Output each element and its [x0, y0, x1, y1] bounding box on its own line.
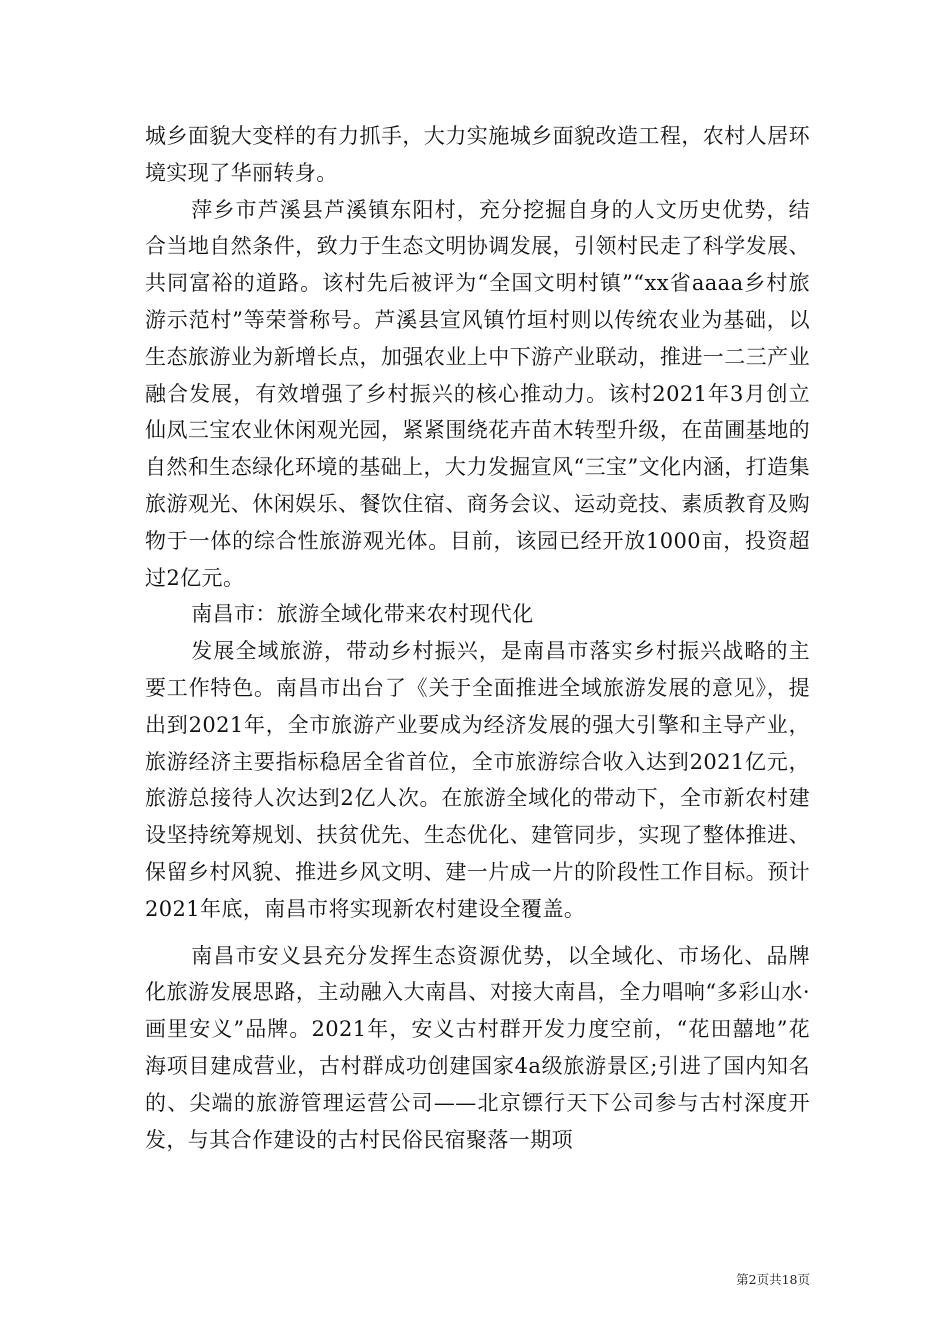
- paragraph-anyi: 南昌市安义县充分发挥生态资源优势，以全域化、市场化、品牌化旅游发展思路，主动融入大南昌、对接大南昌，全力唱响“多彩山水·画里安义”品牌。2021年，安义古村群开发力度空前，“花田囍地”花海项目建成营业，古村群成功创建国家4a级旅游景区;引进了国内知名的、尖端的旅游管理运营公司——北京镖行天下公司参与古村深度开发，与其合作建设的古村民俗民宿聚落一期项: [145, 943, 810, 1152]
- paragraph-pingxiang: 萍乡市芦溪县芦溪镇东阳村，充分挖掘自身的人文历史优势，结合当地自然条件，致力于生态文明协调发展，引领村民走了科学发展、共同富裕的道路。该村先后被评为“全国文明村镇”“xx省aaaa乡村旅游示范村”等荣誉称号。芦溪县宣风镇竹垣村则以传统农业为基础，以生态旅游业为新增长点，加强农业上中下游产业联动，推进一二三产业融合发展，有效增强了乡村振兴的核心推动力。该村2021年3月创立仙凤三宝农业休闲观光园，紧紧围绕花卉苗木转型升级，在苗圃基地的自然和生态绿化环境的基础上，大力发掘宣风“三宝”文化内涵，打造集旅游观光、休闲娱乐、餐饮住宿、商务会议、运动竞技、素质教育及购物于一体的综合性旅游观光体。目前，该园已经开放1000亩，投资超过2亿元。: [145, 197, 810, 590]
- paragraph-nanchang: 发展全域旅游，带动乡村振兴，是南昌市落实乡村振兴战略的主要工作特色。南昌市出台了《关于全面推进全域旅游发展的意见》，提出到2021年，全市旅游产业要成为经济发展的强大引擎和主导产业，旅游经济主要指标稳居全省首位，全市旅游综合收入达到2021亿元，旅游总接待人次达到2亿人次。在旅游全域化的带动下，全市新农村建设坚持统筹规划、扶贫优先、生态优化、建管同步，实现了整体推进、保留乡村风貌、推进乡风文明、建一片成一片的阶段性工作目标。预计2021年底，南昌市将实现新农村建设全覆盖。: [145, 639, 810, 921]
- section-heading-nanchang: 南昌市：旅游全域化带来农村现代化: [191, 602, 534, 627]
- paragraph-continuation: 城乡面貌大变样的有力抓手，大力实施城乡面貌改造工程，农村人居环境实现了华丽转身。: [145, 124, 810, 185]
- page-number: 第2页共18页: [736, 1272, 810, 1287]
- document-body: [145, 118, 810, 1158]
